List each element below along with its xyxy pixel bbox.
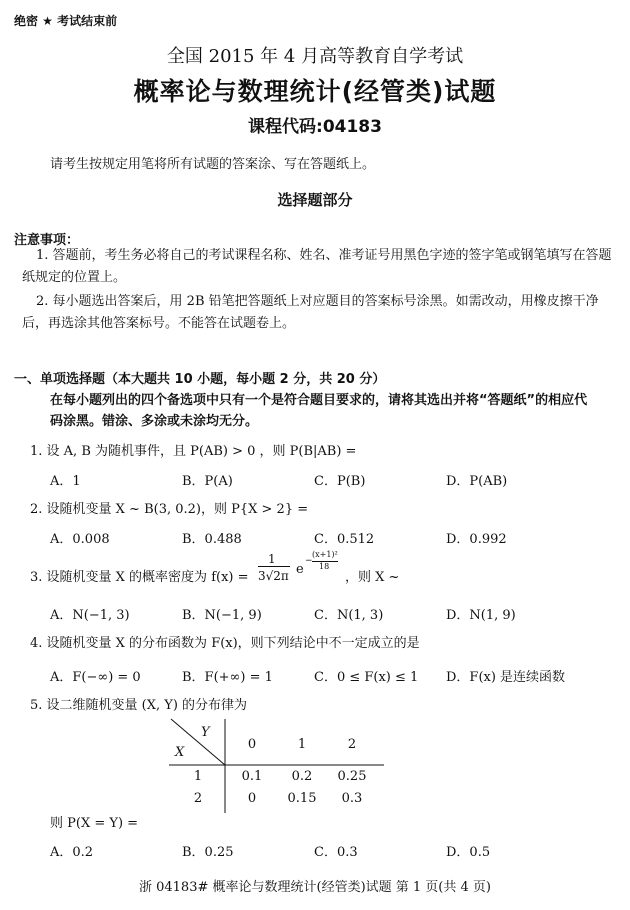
q1-option-a: A．1 [50,474,81,489]
q3-option-a: A．N(−1, 3) [50,608,130,623]
q1-option-d: D．P(AB) [446,474,508,489]
question-1-stem: 1. 设 A, B 为随机事件，且 P(AB) > 0 ，则 P(B|AB) = [30,444,357,459]
q4-option-c: C．0 ≤ F(x) ≤ 1 [314,670,419,685]
table-col-2: 2 [347,737,357,752]
confidential-label: 绝密 ★ 考试结束前 [14,14,118,28]
table-col-header-y: Y [201,725,210,740]
table-cell-1-1: 0.2 [291,769,313,784]
q5-option-c: C．0.3 [314,845,358,860]
q3-exp-denominator: 18 [319,562,330,571]
q4-option-b: B．F(+∞) = 1 [182,670,273,685]
table-row-2-x: 2 [193,791,203,806]
paper-title: 概率论与数理统计(经管类)试题 [133,77,497,106]
q3-fraction-numerator: 1 [268,552,276,566]
section-title: 一、单项选择题（本大题共 10 小题，每小题 2 分，共 20 分） [14,372,386,387]
q1-option-c: C．P(B) [314,474,366,489]
section-note: 在每小题列出的四个备选项中只有一个是符合题目要求的，请将其选出并将“答题纸”的相应代码涂黑。错涂、多涂或未涂均无分。 [50,393,588,429]
q3-option-d: D．N(1, 9) [446,608,516,623]
table-cell-2-2: 0.3 [341,791,363,806]
q2-option-d: D．0.992 [446,532,507,547]
q4-option-d: D．F(x) 是连续函数 [446,670,566,685]
question-2-stem: 2. 设随机变量 X ~ B(3, 0.2)，则 P{X > 2} = [30,502,309,517]
q1-option-b: B．P(A) [182,474,233,489]
course-code: 课程代码:04183 [248,117,382,137]
q3-option-b: B．N(−1, 9) [182,608,262,623]
question-5-stem: 5. 设二维随机变量 (X, Y) 的分布律为 [30,698,248,713]
page-footer: 浙 04183# 概率论与数理统计(经管类)试题 第 1 页(共 4 页) [138,880,491,895]
question-4-stem: 4. 设随机变量 X 的分布函数为 F(x)，则下列结论中不一定成立的是 [30,636,420,651]
q3-exp-sign: − [305,556,313,566]
q5-option-a: A．0.2 [50,845,94,860]
question-3-stem [30,566,249,585]
joint-distribution-table [169,717,384,813]
general-instruction: 请考生按规定用笔将所有试题的答案涂、写在答题纸上。 [50,157,376,172]
q3-exp-base: e [296,562,304,577]
table-col-0: 0 [247,737,257,752]
table-row-header-x: X [175,745,185,760]
q3-option-c: C．N(1, 3) [314,608,384,623]
exam-name: 全国 2015 年 4 月高等教育自学考试 [166,46,464,67]
q3-exp-numerator: (x+1)² [312,550,338,559]
q3-stem-prefix: 3. 设随机变量 X 的概率密度为 f(x) = [30,570,249,585]
q4-option-a: A．F(−∞) = 0 [50,670,141,685]
q2-option-a: A．0.008 [50,532,110,547]
table-col-1: 1 [297,737,307,752]
q5-option-d: D．0.5 [446,845,491,860]
q3-fraction-bar [258,566,290,567]
notes-title: 注意事项： [14,233,80,248]
table-cell-2-1: 0.15 [287,791,317,806]
table-cell-1-2: 0.25 [337,769,367,784]
q5-after-text: 则 P(X = Y) = [50,816,139,831]
q5-option-b: B．0.25 [182,845,234,860]
table-cell-1-0: 0.1 [241,769,263,784]
part-title: 选择题部分 [277,191,353,209]
table-row-1-x: 1 [193,769,203,784]
table-cell-2-0: 0 [247,791,257,806]
q2-option-b: B．0.488 [182,532,242,547]
note-item-2: 2. 每小题选出答案后，用 2B 铅笔把答题纸上对应题目的答案标号涂黑。如需改动，用橡皮擦干净后，再选涂其他答案标号。不能答在试题卷上。 [22,294,599,331]
note-item-1: 1. 答题前，考生务必将自己的考试课程名称、姓名、准考证号用黑色字迹的签字笔或钢笔填写在答题纸规定的位置上。 [22,248,612,285]
q2-option-c: C．0.512 [314,532,375,547]
q3-stem-suffix: ，则 X ~ [345,570,400,585]
q3-fraction-denominator: 3√2π [258,569,289,583]
